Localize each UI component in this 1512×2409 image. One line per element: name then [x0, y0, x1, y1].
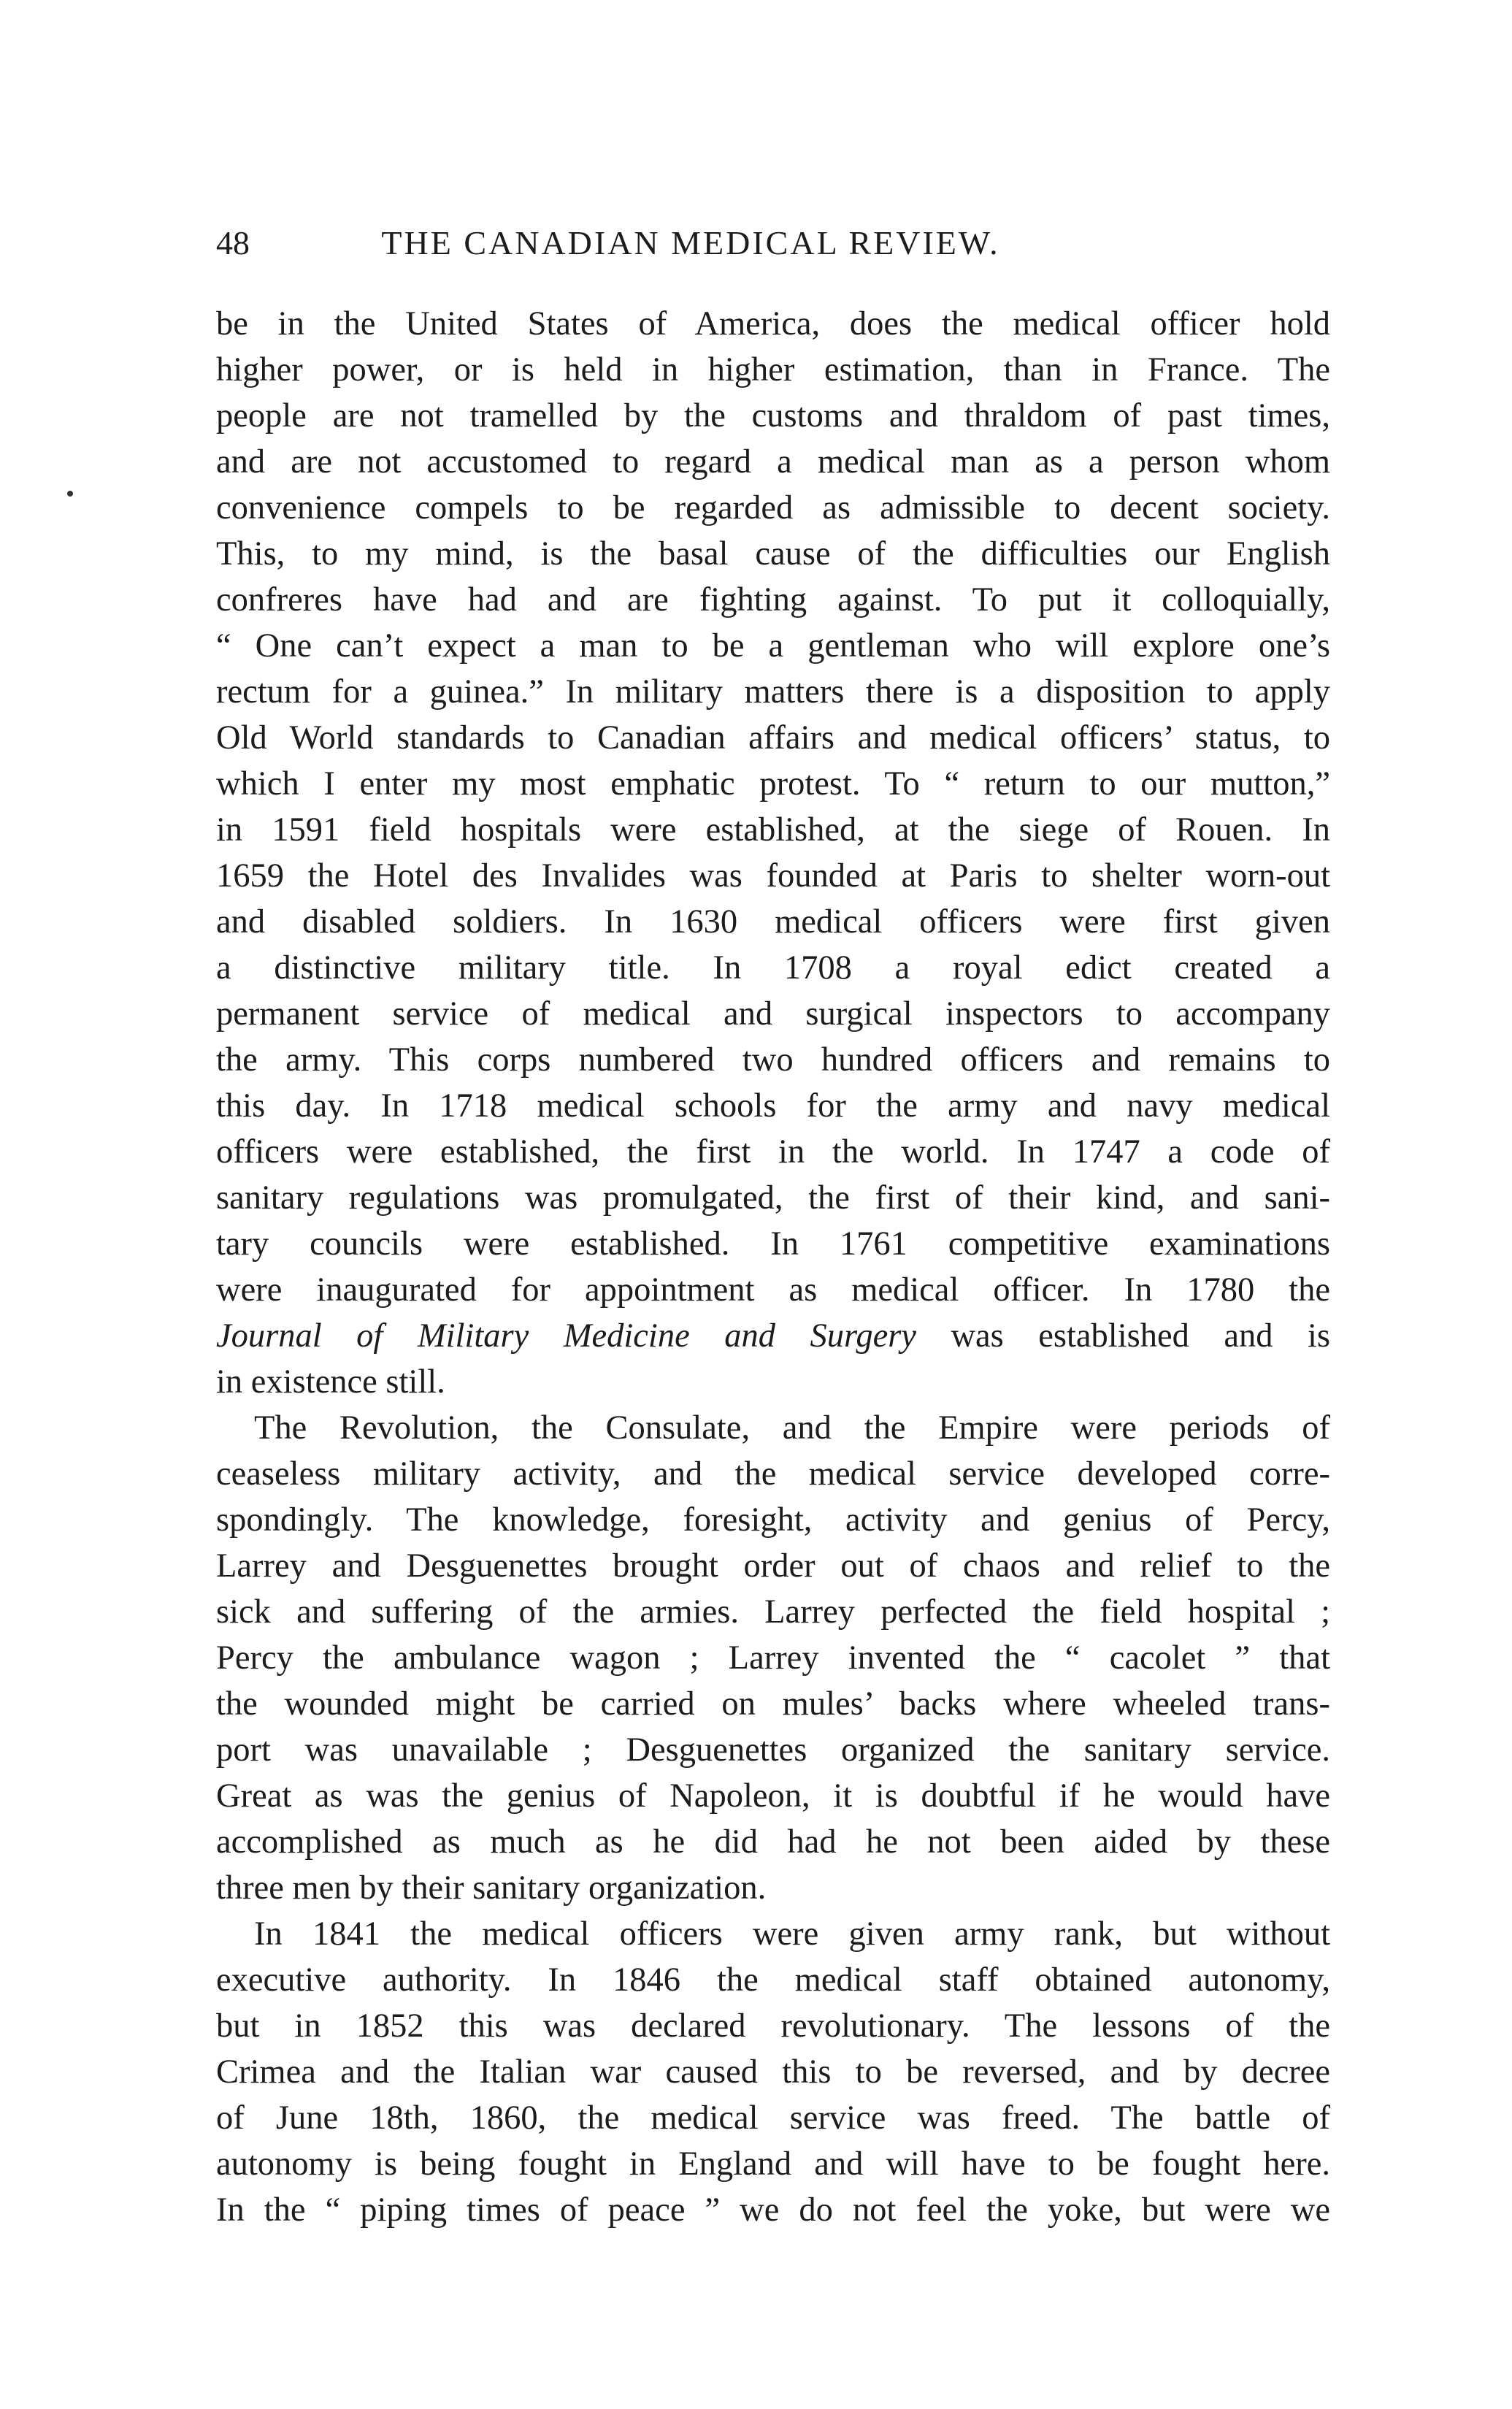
text-line: and are not accustomed to regard a medical man as a person whom	[216, 443, 1330, 480]
article-body	[216, 301, 1330, 2233]
text-line: sick and suffering of the armies. Larrey perfected the field hospital ;	[216, 1593, 1330, 1631]
text-line: tary councils were established. In 1761 competitive examinations	[216, 1225, 1330, 1263]
text-line: higher power, or is held in higher estimation, than in France. The	[216, 351, 1330, 388]
text-line: a distinctive military title. In 1708 a royal edict created a	[216, 949, 1330, 987]
page-number: 48	[216, 224, 250, 261]
text-line: which I enter my most emphatic protest. To “ return to our mutton,”	[216, 765, 1330, 803]
journal-title: THE CANADIAN MEDICAL REVIEW.	[381, 224, 1000, 261]
text-line: ceaseless military activity, and the medical service developed corre-	[216, 1455, 1330, 1493]
text-line: three men by their sanitary organization.	[216, 1869, 767, 1907]
text-line: Percy the ambulance wagon ; Larrey invented the “ cacolet ” that	[216, 1639, 1330, 1677]
text-line: sanitary regulations was promulgated, the first of their kind, and sani-	[216, 1179, 1330, 1217]
paragraph	[216, 1405, 1330, 1911]
text-line: In 1841 the medical officers were given army rank, but without	[254, 1915, 1330, 1953]
text-line: The Revolution, the Consulate, and the Empire were periods of	[254, 1409, 1330, 1447]
paragraph	[216, 301, 1330, 1405]
text-line: port was unavailable ; Desguenettes organized the sanitary service.	[216, 1731, 1330, 1769]
text-line: the army. This corps numbered two hundred officers and remains to	[216, 1041, 1330, 1079]
text-line: “ One can’t expect a man to be a gentleman who will explore one’s	[216, 627, 1330, 665]
stray-ink-mark	[67, 491, 73, 497]
text-line: the wounded might be carried on mules’ backs where wheeled trans-	[216, 1685, 1330, 1723]
text-line: of June 18th, 1860, the medical service was freed. The battle of	[216, 2099, 1330, 2137]
running-head	[216, 218, 1330, 269]
text-line: executive authority. In 1846 the medical staff obtained autonomy,	[216, 1961, 1330, 1999]
text-line: confreres have had and are fighting against. To put it colloquially,	[216, 581, 1330, 618]
text-line: autonomy is being fought in England and will have to be fought here.	[216, 2145, 1330, 2183]
text-line: In the “ piping times of peace ” we do not feel the yoke, but were we	[216, 2191, 1330, 2229]
text-line: in existence still.	[216, 1363, 445, 1401]
text-line: Larrey and Desguenettes brought order out of chaos and relief to the	[216, 1547, 1330, 1585]
text-line: people are not tramelled by the customs and thraldom of past times,	[216, 397, 1330, 434]
text-line: permanent service of medical and surgical inspectors to accompany	[216, 995, 1330, 1033]
text-line: 1659 the Hotel des Invalides was founded at Paris to shelter worn-out	[216, 857, 1330, 895]
text-line: be in the United States of America, does the medical officer hold	[216, 305, 1330, 342]
paragraph	[216, 1911, 1330, 2233]
text-line: Old World standards to Canadian affairs and medical officers’ status, to	[216, 719, 1330, 757]
text-line: convenience compels to be regarded as admissible to decent society.	[216, 489, 1330, 526]
text-line: rectum for a guinea.” In military matters there is a disposition to apply	[216, 673, 1330, 711]
text-line: Great as was the genius of Napoleon, it is doubtful if he would have	[216, 1777, 1330, 1815]
text-line: but in 1852 this was declared revolutionary. The lessons of the	[216, 2007, 1330, 2045]
text-line: accomplished as much as he did had he not been aided by these	[216, 1823, 1330, 1861]
text-line: Crimea and the Italian war caused this to be reversed, and by decree	[216, 2053, 1330, 2091]
text-line: Journal of Military Medicine and Surgery was established and is	[216, 1317, 1331, 1355]
text-line: this day. In 1718 medical schools for the army and navy medical	[216, 1087, 1330, 1125]
text-line: spondingly. The knowledge, foresight, activity and genius of Percy,	[216, 1501, 1330, 1539]
text-line: officers were established, the first in the world. In 1747 a code of	[216, 1133, 1330, 1171]
text-line: and disabled soldiers. In 1630 medical officers were first given	[216, 903, 1330, 941]
text-line: were inaugurated for appointment as medical officer. In 1780 the	[216, 1271, 1330, 1309]
text-line: This, to my mind, is the basal cause of the difficulties our English	[216, 535, 1330, 572]
text-line: in 1591 field hospitals were established, at the siege of Rouen. In	[216, 811, 1330, 849]
